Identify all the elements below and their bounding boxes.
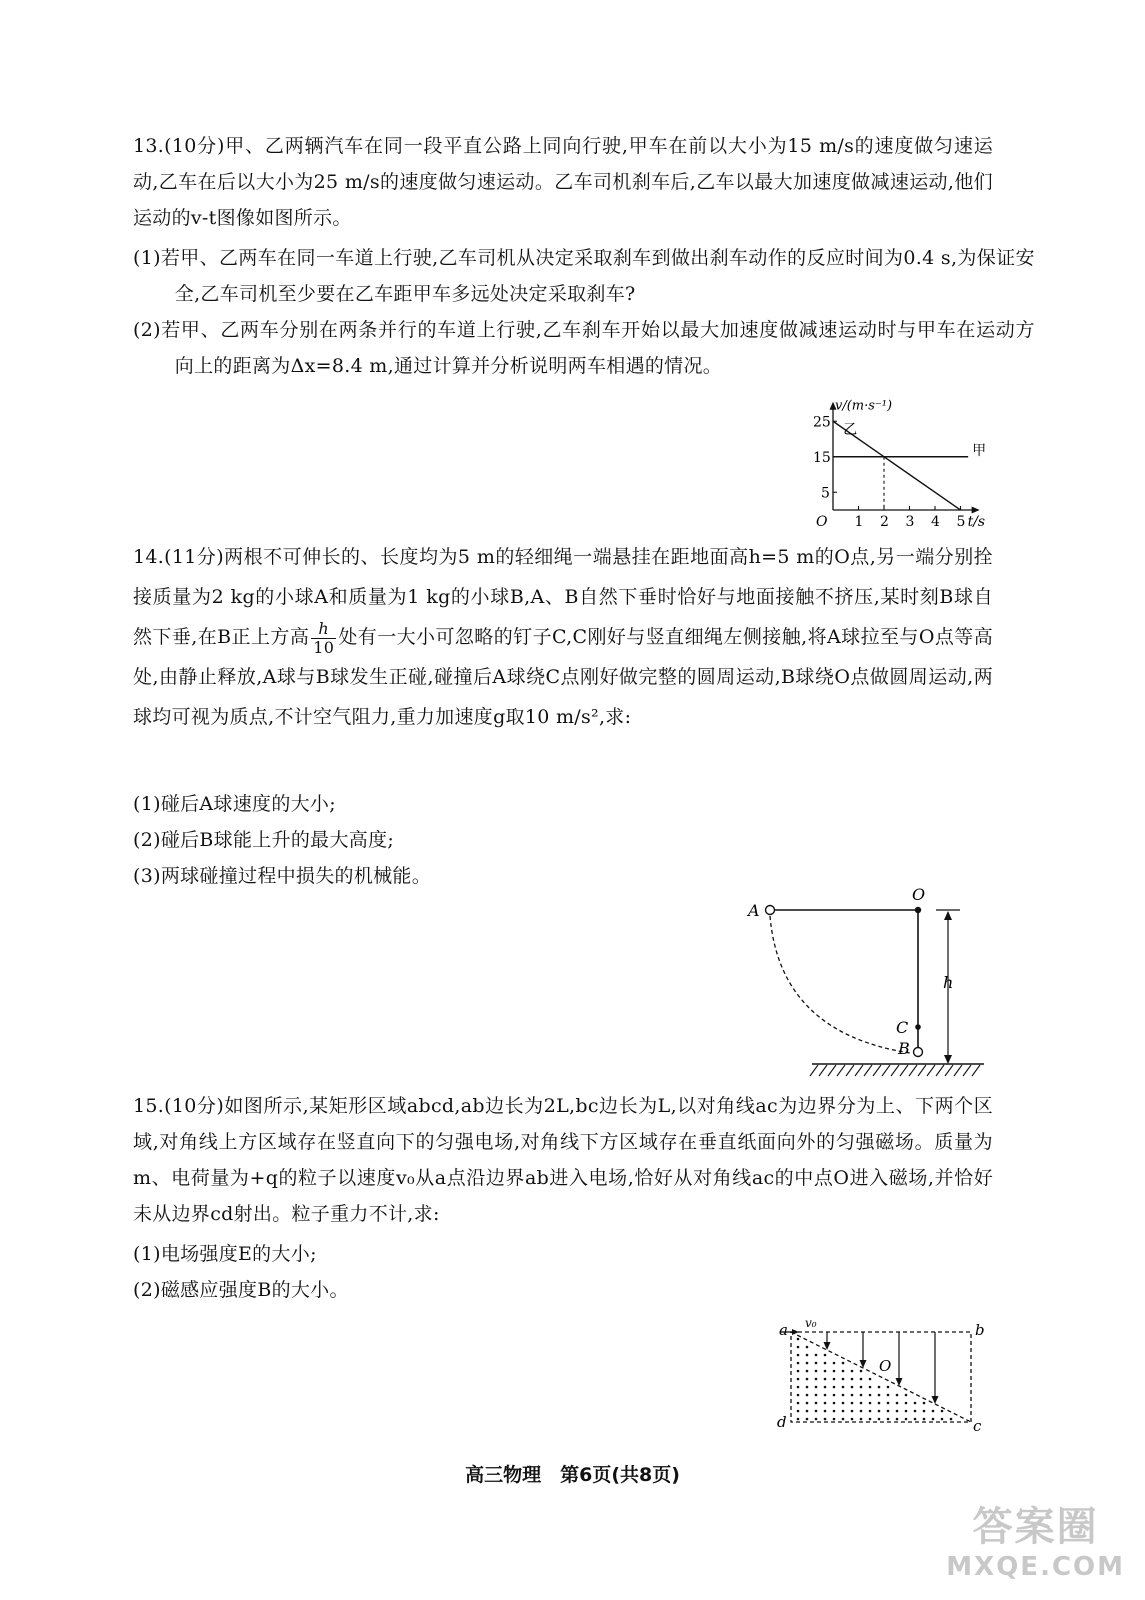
magnetic-field-dot (869, 1402, 872, 1405)
magnetic-field-dot (824, 1402, 827, 1405)
y-tick-label: 15 (813, 449, 831, 466)
label-a: a (779, 1321, 788, 1339)
magnetic-field-dot (833, 1362, 836, 1365)
label-h: h (943, 973, 954, 992)
hatch-line (846, 1065, 854, 1076)
q14-part1: (1)碰后A球速度的大小; (133, 793, 336, 815)
magnetic-field-dot (941, 1410, 944, 1413)
q13-part2: (2)若甲、乙两车分别在两条并行的车道上行驶,乙车刹车开始以最大加速度做减速运动时与甲车在运动方向上的距离为Δx=8.4 m,通过计算并分析说明两车相遇的情况。 (133, 319, 1035, 377)
label-O: O (912, 885, 926, 904)
magnetic-field-dot (887, 1402, 890, 1405)
magnetic-field-dot (896, 1410, 899, 1413)
magnetic-field-dot (932, 1418, 935, 1421)
watermark-logo (946, 1495, 1125, 1582)
magnetic-field-dot (797, 1362, 800, 1365)
magnetic-field-dot (851, 1418, 854, 1421)
hatch-line (828, 1065, 836, 1076)
q14-part3: (3)两球碰撞过程中损失的机械能。 (133, 865, 432, 887)
q14-part2: (2)碰后B球能上升的最大高度; (133, 829, 395, 851)
magnetic-field-dot (860, 1418, 863, 1421)
magnetic-field-dot (815, 1386, 818, 1389)
hatch-line (882, 1065, 890, 1076)
magnetic-field-dot (824, 1378, 827, 1381)
magnetic-field-dot (860, 1370, 863, 1373)
hatch-line (864, 1065, 872, 1076)
label-c: c (973, 1417, 982, 1435)
magnetic-field-dot (860, 1394, 863, 1397)
x-tick-label: 5 (956, 514, 966, 527)
magnetic-field-dot (887, 1410, 890, 1413)
magnetic-field-dot (797, 1338, 800, 1341)
hatch-line (837, 1065, 845, 1076)
magnetic-field-dot (806, 1386, 809, 1389)
magnetic-field-dot (824, 1370, 827, 1373)
magnetic-field-dot (851, 1394, 854, 1397)
magnetic-field-dot (815, 1410, 818, 1413)
magnetic-field-dot (833, 1378, 836, 1381)
magnetic-field-dot (878, 1402, 881, 1405)
watermark-line2: MXQE.COM (946, 1552, 1125, 1582)
magnetic-field-dot (878, 1418, 881, 1421)
magnetic-field-dot (860, 1378, 863, 1381)
y-axis-label: v/(m·s⁻¹) (835, 398, 893, 414)
magnetic-field-dot (806, 1394, 809, 1397)
magnetic-field-dot (923, 1410, 926, 1413)
vt-chart (795, 392, 995, 527)
magnetic-field-dot (797, 1354, 800, 1357)
magnetic-field-dot (914, 1402, 917, 1405)
magnetic-field-dot (851, 1410, 854, 1413)
hatch-line (918, 1065, 926, 1076)
chart-axes (830, 402, 980, 514)
q14-stem-a: 14.(11分)两根不可伸长的、长度均为5 m的轻细绳一端悬挂在距地面高h=5 m的O点,另一端分别拴接质量为2 kg的小球A和质量为1 kg的小球B,A、B自然下垂时恰好与地面接触不挤压,某时刻B球自然下垂,在B正上方高 (133, 546, 993, 648)
hatch-line (873, 1065, 881, 1076)
magnetic-field-dot (842, 1402, 845, 1405)
magnetic-field-dot (842, 1394, 845, 1397)
magnetic-field-dot (842, 1410, 845, 1413)
magnetic-field-dot (914, 1418, 917, 1421)
magnetic-field-dot (887, 1394, 890, 1397)
hatch-line (972, 1065, 980, 1076)
magnetic-field-dot (815, 1370, 818, 1373)
magnetic-field-dot (851, 1370, 854, 1373)
x-tick-label: 3 (905, 514, 915, 527)
magnetic-field-dot (833, 1410, 836, 1413)
hatch-line (891, 1065, 899, 1076)
q15-part1: (1)电场强度E的大小; (133, 1243, 317, 1265)
y-tick-label: 5 (821, 485, 830, 502)
magnetic-field-dot (824, 1362, 827, 1365)
magnetic-field-dot (806, 1410, 809, 1413)
x-tick-label: 1 (854, 514, 864, 527)
magnetic-field-dot (905, 1410, 908, 1413)
hatch-line (810, 1065, 818, 1076)
magnetic-field-dot (896, 1402, 899, 1405)
magnetic-field-dot (851, 1402, 854, 1405)
magnetic-field-dot (797, 1346, 800, 1349)
label-O-mid: O (879, 1357, 892, 1375)
magnetic-field-dot (824, 1386, 827, 1389)
label-d: d (777, 1413, 787, 1431)
magnetic-field-dot (824, 1354, 827, 1357)
magnetic-field-dot (824, 1394, 827, 1397)
magnetic-field-dot (806, 1418, 809, 1421)
magnetic-field-dot (869, 1386, 872, 1389)
magnetic-field-dot (797, 1402, 800, 1405)
magnetic-field-dot (806, 1402, 809, 1405)
magnetic-field-dot (950, 1418, 953, 1421)
magnetic-field-dot (833, 1418, 836, 1421)
magnetic-field-dot (842, 1418, 845, 1421)
magnetic-field-dot (797, 1394, 800, 1397)
series-label: 甲 (972, 442, 987, 459)
magnetic-field-dot (797, 1386, 800, 1389)
x-tick-label: 2 (880, 514, 889, 527)
magnetic-dots (797, 1338, 953, 1421)
ground-hatch (810, 1065, 980, 1076)
magnetic-field-dot (797, 1370, 800, 1373)
q13-part1: (1)若甲、乙两车在同一车道上行驶,乙车司机从决定采取刹车到做出刹车动作的反应时间为0.4 s,为保证安全,乙车司机至少要在乙车距甲车多远处决定采取刹车? (133, 247, 1035, 305)
q15-stem: 15.(10分)如图所示,某矩形区域abcd,ab边长为2L,bc边长为L,以对角线ac为边界分为上、下两个区域,对角线上方区域存在竖直向下的匀强电场,对角线下方区域存在垂直纸面向外的匀强磁场。质量为m、电荷量为+q的粒子以速度v₀从a点沿边界ab进入电场,恰好从对角线ac的中点O进入磁场,并恰好未从边界cd射出。粒子重力不计,求: (133, 1095, 993, 1225)
hatch-line (819, 1065, 827, 1076)
magnetic-field-dot (824, 1418, 827, 1421)
magnetic-field-dot (878, 1410, 881, 1413)
point-O (915, 907, 921, 913)
hatch-line (855, 1065, 863, 1076)
nail-C (915, 1024, 921, 1030)
magnetic-field-dot (815, 1354, 818, 1357)
label-v0: v₀ (805, 1316, 817, 1330)
magnetic-field-dot (815, 1418, 818, 1421)
magnetic-field-dot (869, 1378, 872, 1381)
magnetic-field-dot (887, 1386, 890, 1389)
magnetic-field-dot (923, 1402, 926, 1405)
magnetic-field-dot (797, 1418, 800, 1421)
magnetic-field-dot (941, 1418, 944, 1421)
magnetic-field-dot (887, 1418, 890, 1421)
magnetic-field-dot (878, 1394, 881, 1397)
magnetic-field-dot (806, 1378, 809, 1381)
ball-B (914, 1048, 923, 1057)
page-footer: 高三物理 第6页(共8页) (465, 1464, 680, 1486)
electric-field-arrowhead (896, 1378, 903, 1386)
q14-stem-b: 处有一大小可忽略的钉子C,C刚好与竖直细绳左侧接触,将A球拉至与O点等高处,由静止释放,A球与B球发生正碰,碰撞后A球绕C点刚好做完整的圆周运动,B球绕O点做圆周运动,两球均可视为质点,不计空气阻力,重力加速度g取10 m/s²,求: (133, 626, 993, 728)
magnetic-field-dot (842, 1362, 845, 1365)
hatch-line (945, 1065, 953, 1076)
magnetic-field-dot (878, 1386, 881, 1389)
magnetic-field-dot (914, 1410, 917, 1413)
magnetic-field-dot (869, 1410, 872, 1413)
magnetic-field-dot (860, 1402, 863, 1405)
label-b: b (975, 1321, 985, 1339)
h-arrow-up (944, 911, 952, 920)
label-C: C (896, 1018, 909, 1037)
magnetic-field-dot (842, 1378, 845, 1381)
magnetic-field-dot (833, 1370, 836, 1373)
magnetic-field-dot (806, 1346, 809, 1349)
magnetic-field-dot (932, 1410, 935, 1413)
magnetic-field-dot (797, 1410, 800, 1413)
magnetic-field-dot (842, 1386, 845, 1389)
magnetic-field-dot (806, 1370, 809, 1373)
magnetic-field-dot (851, 1378, 854, 1381)
label-B: B (898, 1039, 910, 1058)
hatch-line (963, 1065, 971, 1076)
q14-frac-den: 10 (313, 637, 335, 657)
hatch-line (909, 1065, 917, 1076)
magnetic-field-dot (905, 1402, 908, 1405)
q14-fraction (311, 620, 336, 657)
magnetic-field-dot (806, 1354, 809, 1357)
magnetic-field-dot (842, 1370, 845, 1373)
magnetic-field-dot (860, 1410, 863, 1413)
magnetic-field-dot (833, 1386, 836, 1389)
magnetic-field-dot (896, 1394, 899, 1397)
magnetic-field-dot (815, 1394, 818, 1397)
magnetic-field-dot (824, 1410, 827, 1413)
ball-A (766, 906, 775, 915)
magnetic-field-dot (869, 1418, 872, 1421)
pendulum-figure (740, 878, 990, 1088)
h-arrow-down (944, 1055, 952, 1064)
label-A: A (748, 901, 760, 920)
magnetic-field-dot (833, 1394, 836, 1397)
magnetic-field-dot (860, 1386, 863, 1389)
x-axis-label: t/s (967, 514, 986, 527)
origin-label: O (816, 514, 828, 527)
magnetic-field-dot (815, 1362, 818, 1365)
hatch-line (936, 1065, 944, 1076)
hatch-line (954, 1065, 962, 1076)
hatch-line (927, 1065, 935, 1076)
magnetic-field-dot (905, 1394, 908, 1397)
watermark-line1: 答案圈 (972, 1504, 1099, 1550)
q14-frac-num: h (311, 620, 336, 639)
field-figure (775, 1315, 995, 1440)
q15-part2: (2)磁感应强度B的大小。 (133, 1279, 349, 1301)
velocity-arrowhead (792, 1329, 799, 1335)
magnetic-field-dot (815, 1402, 818, 1405)
x-axis-arrow (972, 507, 980, 514)
electric-field-arrowhead (932, 1396, 939, 1404)
diagonal-ac (791, 1332, 971, 1422)
magnetic-field-dot (806, 1362, 809, 1365)
hatch-line (900, 1065, 908, 1076)
y-tick-label: 25 (813, 414, 831, 431)
trajectory-dashed (770, 916, 910, 1053)
series-label: 乙 (843, 421, 858, 438)
magnetic-field-dot (851, 1386, 854, 1389)
magnetic-field-dot (815, 1378, 818, 1381)
q14-stem (133, 537, 993, 737)
magnetic-field-dot (923, 1418, 926, 1421)
magnetic-field-dot (896, 1418, 899, 1421)
magnetic-field-dot (905, 1418, 908, 1421)
magnetic-field-dot (869, 1394, 872, 1397)
x-tick-label: 4 (931, 514, 940, 527)
magnetic-field-dot (797, 1378, 800, 1381)
q13-stem: 13.(10分)甲、乙两辆汽车在同一段平直公路上同向行驶,甲车在前以大小为15 m/s的速度做匀速运动,乙车在后以大小为25 m/s的速度做匀速运动。乙车司机刹车后,乙车以最大加速度做减速运动,他们运动的v-t图像如图所示。 (133, 135, 993, 229)
magnetic-field-dot (833, 1402, 836, 1405)
